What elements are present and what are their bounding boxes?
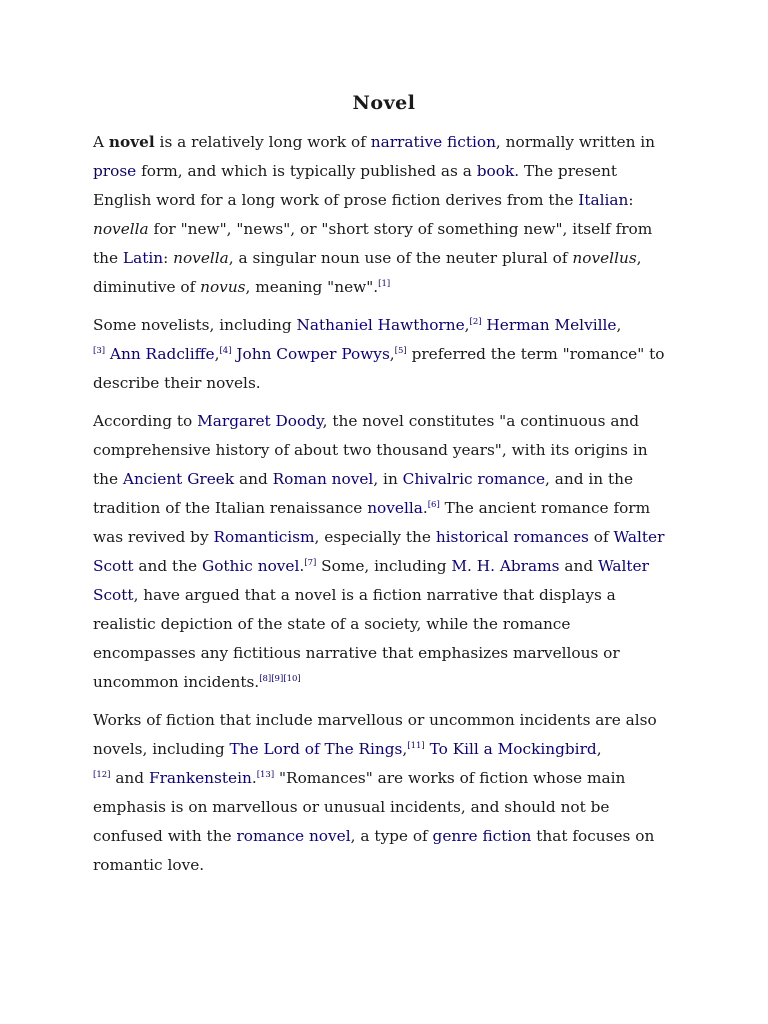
text: , [596,740,602,758]
text: , the novel constitutes "a continuous and comprehensive history of about two thousand years", with its origins in the [93,412,648,488]
link-herman-melville[interactable]: Herman Melville [486,316,617,334]
link-historical-romances[interactable]: historical romances [435,528,589,546]
paragraph-history [93,407,675,697]
citation-link[interactable]: [9] [271,674,284,684]
link-lord-of-the-rings[interactable]: The Lord of The Rings [229,740,403,758]
text: , and in the tradition of the Italian renaissance [93,470,634,517]
italic-term: novella [173,249,229,267]
italic-term: novella [93,220,149,238]
text: for "new", "news", or "short story of something new", itself from the [93,220,653,267]
text: , normally written in [495,133,656,151]
text: , especially the [314,528,436,546]
citation-link[interactable]: [5] [394,346,407,356]
text: and [234,470,273,488]
text: , [389,345,395,363]
text: The ancient romance form was revived by [93,499,651,546]
citation-link[interactable]: [2] [469,317,482,327]
link-gothic-novel[interactable]: Gothic novel [201,557,300,575]
text: of [588,528,614,546]
text: Works of fiction that include marvellous or uncommon incidents are also novels, including [93,711,657,758]
link-narrative-fiction[interactable]: narrative fiction [370,133,496,151]
text: , in [373,470,403,488]
text: and [559,557,598,575]
text: form, and which is typically published as a [136,162,477,180]
link-mh-abrams[interactable]: M. H. Abrams [451,557,560,575]
text: preferred the term "romance" to describe their novels. [93,345,665,392]
link-genre-fiction[interactable]: genre fiction [432,827,532,845]
text: , [214,345,220,363]
page-title: Novel [352,92,416,114]
citation-link[interactable]: [10] [283,674,301,684]
link-romance-novel[interactable]: romance novel [236,827,351,845]
citation-link[interactable]: [4] [219,346,232,356]
text: . The present English word for a long work of prose fiction derives from the [93,162,617,209]
text: "Romances" are works of fiction whose main emphasis is on marvellous or unusual incidents, and should not be confused with the [93,769,626,845]
text: Some, including [316,557,452,575]
italic-term: novus [200,278,246,296]
text: : [163,249,174,267]
paragraph-novelists [93,311,675,398]
citation-link[interactable]: [8] [259,674,272,684]
link-john-cowper-powys[interactable]: John Cowper Powys [236,345,390,363]
bold-term: novel [108,133,155,151]
text: . [251,769,257,787]
text: and the [133,557,202,575]
text: According to [93,412,198,430]
citation-link[interactable]: [12] [93,770,111,780]
citation-link[interactable]: [13] [256,770,275,780]
link-novella[interactable]: novella [367,499,423,517]
text: , a type of [350,827,433,845]
text: . [299,557,305,575]
citation-link[interactable]: [11] [407,741,425,751]
text: . [422,499,428,517]
text: and [110,769,149,787]
text: : [628,191,634,209]
link-to-kill-a-mockingbird[interactable]: To Kill a Mockingbird [429,740,597,758]
link-roman-novel[interactable]: Roman novel [272,470,374,488]
text: , diminutive of [93,249,642,296]
text: , a singular noun use of the neuter plural of [228,249,573,267]
paragraph-works [93,706,675,880]
text: , have argued that a novel is a fiction narrative that displays a realistic depiction of the state of a society, while the romance encompasses any fictitious narrative that emphasizes marvellous or uncommon incidents. [93,586,620,691]
text: A [93,133,109,151]
text: that focuses on romantic love. [93,827,655,874]
citation-link[interactable]: [6] [427,500,440,510]
link-ancient-greek[interactable]: Ancient Greek [122,470,235,488]
text: , [616,316,622,334]
link-frankenstein[interactable]: Frankenstein [148,769,252,787]
link-italian[interactable]: Italian [578,191,629,209]
article [93,92,675,889]
citation-link[interactable]: [7] [304,558,317,568]
text: Some novelists, including [93,316,297,334]
link-prose[interactable]: prose [93,162,137,180]
text: , [402,740,408,758]
paragraph-intro [93,128,675,302]
text: , meaning "new". [245,278,379,296]
text: is a relatively long work of [154,133,371,151]
citation-link[interactable]: [3] [93,346,106,356]
link-romanticism[interactable]: Romanticism [213,528,315,546]
citation-link[interactable]: [1] [378,279,391,289]
link-margaret-doody[interactable]: Margaret Doody [197,412,323,430]
italic-term: novellus [572,249,637,267]
link-nathaniel-hawthorne[interactable]: Nathaniel Hawthorne [296,316,465,334]
link-walter-scott[interactable]: Walter Scott [93,528,665,575]
link-walter-scott[interactable]: Walter Scott [93,557,649,604]
text: , [464,316,470,334]
link-book[interactable]: book [476,162,515,180]
link-latin[interactable]: Latin [122,249,164,267]
link-chivalric-romance[interactable]: Chivalric romance [402,470,546,488]
link-ann-radcliffe[interactable]: Ann Radcliffe [109,345,215,363]
